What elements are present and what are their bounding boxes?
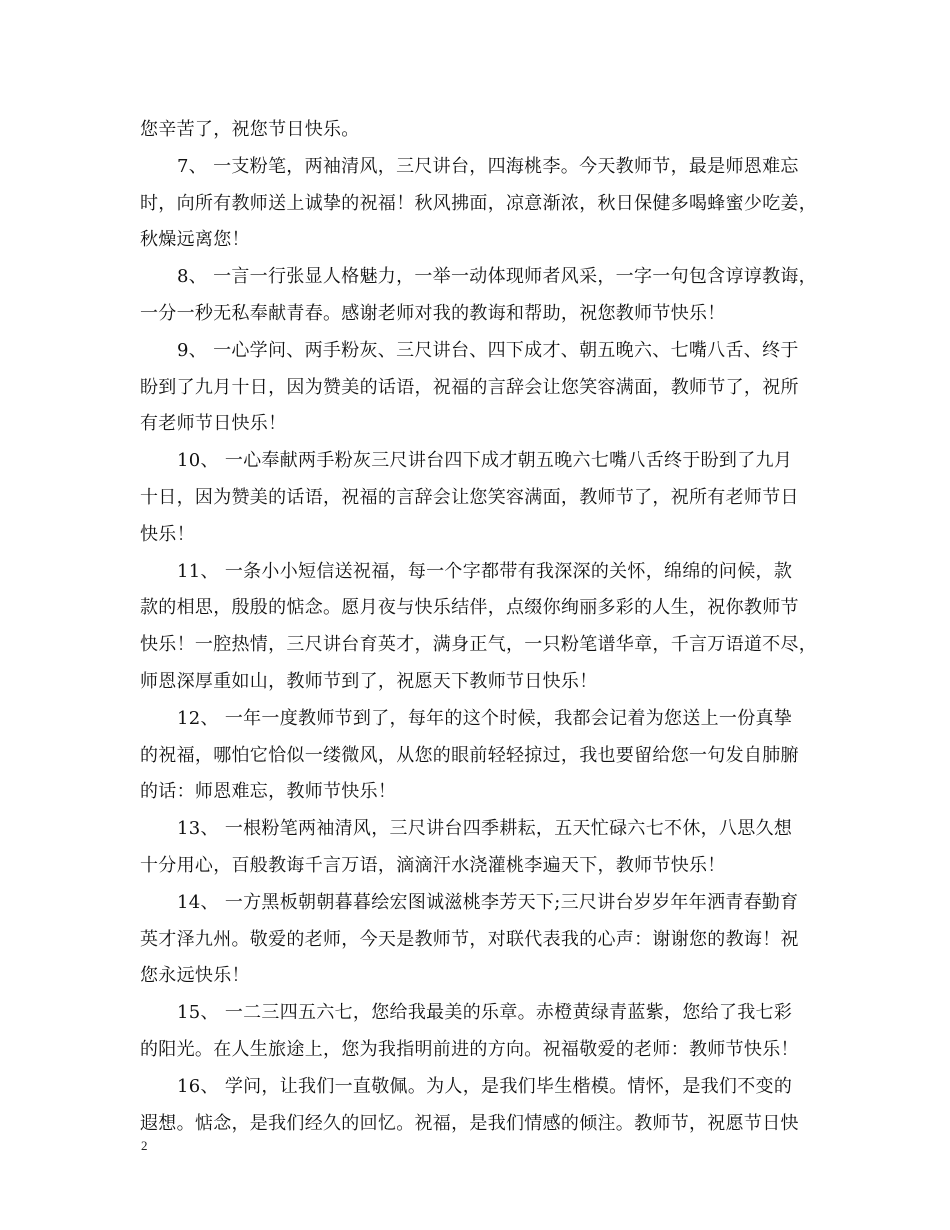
list-item-first-line: 11、 一条小小短信送祝福，每一个字都带有我深深的关怀，绵绵的问候，款 — [177, 560, 793, 582]
list-item-first-line: 7、 一支粉笔，两袖清风，三尺讲台，四海桃李。今天教师节，最是师恩难忘 — [177, 155, 799, 177]
text-line: 有老师节日快乐！ — [140, 413, 287, 435]
text-line: 的阳光。在人生旅途上，您为我指明前进的方向。祝福敬爱的老师：教师节快乐！ — [140, 1038, 799, 1060]
text-line: 盼到了九月十日，因为赞美的话语，祝福的言辞会让您笑容满面，教师节了，祝所 — [140, 376, 799, 398]
text-line: 遐想。惦念，是我们经久的回忆。祝福，是我们情感的倾注。教师节，祝愿节日快 — [140, 1112, 799, 1134]
text-line: 款的相思，殷殷的惦念。愿月夜与快乐结伴，点缀你绚丽多彩的人生，祝你教师节 — [140, 597, 799, 619]
list-item-first-line: 12、 一年一度教师节到了，每年的这个时候，我都会记着为您送上一份真挚 — [177, 707, 793, 729]
text-line: 您永远快乐！ — [140, 965, 250, 987]
text-line: 十分用心，百般教诲千言万语，滴滴汗水浇灌桃李遍天下，教师节快乐！ — [140, 854, 726, 876]
text-line: 十日，因为赞美的话语，祝福的言辞会让您笑容满面，教师节了，祝所有老师节日 — [140, 486, 799, 508]
list-item-first-line: 15、 一二三四五六七，您给我最美的乐章。赤橙黄绿青蓝紫，您给了我七彩 — [177, 1002, 793, 1024]
text-line: 您辛苦了，祝您节日快乐。 — [140, 119, 360, 140]
list-item-first-line: 10、 一心奉献两手粉灰三尺讲台四下成才朝五晚六七嘴八舌终于盼到了九月 — [177, 450, 793, 472]
text-line: 的话：师恩难忘，教师节快乐！ — [140, 781, 397, 803]
list-item-first-line: 14、 一方黑板朝朝暮暮绘宏图诚滋桃李芳天下;三尺讲台岁岁年年洒青春勤育 — [177, 891, 799, 913]
list-item-first-line: 8、 一言一行张显人格魅力，一举一动体现师者风采，一字一句包含谆谆教诲， — [177, 266, 817, 288]
list-item-first-line: 9、 一心学问、两手粉灰、三尺讲台、四下成才、朝五晚六、七嘴八舌、终于 — [177, 339, 799, 361]
document-body — [140, 112, 818, 1142]
text-line: 快乐！一腔热情，三尺讲台育英才，满身正气，一只粉笔谱华章，千言万语道不尽， — [140, 634, 818, 656]
text-line: 师恩深厚重如山，教师节到了，祝愿天下教师节日快乐！ — [140, 670, 598, 692]
list-item-first-line: 13、 一根粉笔两袖清风，三尺讲台四季耕耘，五天忙碌六七不休，八思久想 — [177, 818, 793, 840]
text-line: 快乐！ — [140, 523, 195, 545]
text-line: 一分一秒无私奉献青春。感谢老师对我的教诲和帮助，祝您教师节快乐！ — [140, 302, 726, 324]
page-number: 2 — [141, 1138, 148, 1153]
text-line: 时，向所有教师送上诚挚的祝福！秋风拂面，凉意渐浓，秋日保健多喝蜂蜜少吃姜， — [140, 192, 818, 214]
list-item-first-line: 16、 学问，让我们一直敬佩。为人，是我们毕生楷模。情怀，是我们不变的 — [177, 1075, 793, 1097]
text-line: 的祝福，哪怕它恰似一缕微风，从您的眼前轻轻掠过，我也要留给您一句发自肺腑 — [140, 744, 799, 766]
text-line: 英才泽九州。敬爱的老师，今天是教师节，对联代表我的心声：谢谢您的教诲！祝 — [140, 928, 799, 950]
text-line: 秋燥远离您！ — [140, 229, 250, 251]
